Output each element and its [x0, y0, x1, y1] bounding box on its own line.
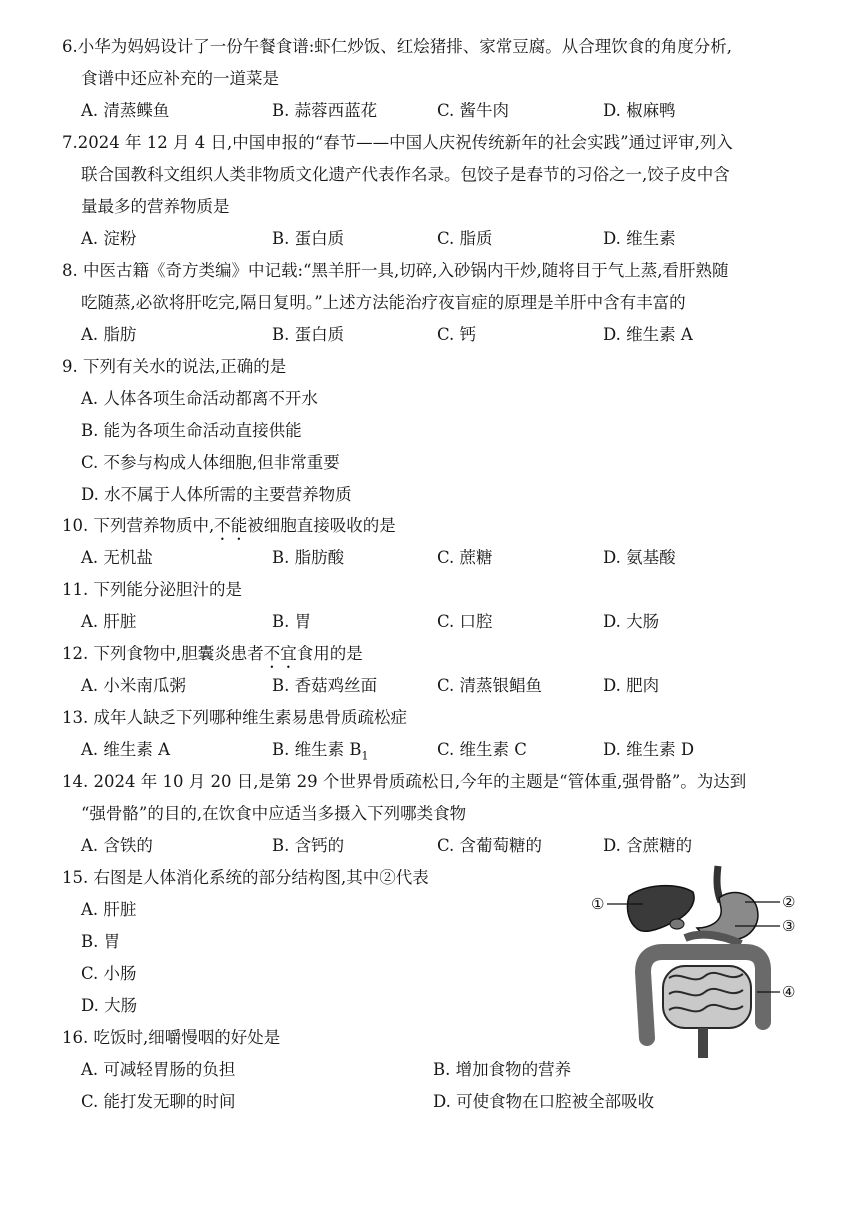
option-c[interactable]: C. 小肠 — [81, 964, 137, 983]
option-c[interactable]: C. 清蒸银鲳鱼 — [437, 676, 543, 695]
question-stem: “强骨骼”的目的,在饮食中应适当多摄入下列哪类食物 — [81, 804, 467, 823]
option-c[interactable]: C. 含葡萄糖的 — [437, 836, 543, 855]
question-9 — [62, 351, 812, 511]
emphasis-text: 不宜 — [263, 644, 297, 663]
question-7 — [62, 127, 812, 255]
option-a[interactable]: A. 脂肪 — [81, 325, 137, 344]
question-stem: 15. 右图是人体消化系统的部分结构图,其中②代表 — [62, 868, 429, 887]
option-a[interactable]: A. 小米南瓜粥 — [81, 676, 186, 695]
figure-label-4: ④ — [782, 983, 796, 1001]
question-stem: 14. 2024 年 10 月 20 日,是第 29 个世界骨质疏松日,今年的主题是“管体重,强骨骼”。为达到 — [62, 772, 747, 791]
emphasis-text: 不能 — [214, 516, 248, 535]
option-b[interactable]: B. 蛋白质 — [272, 229, 345, 248]
option-b[interactable]: B. 香菇鸡丝面 — [272, 676, 378, 695]
question-stem: 6.小华为妈妈设计了一份午餐食谱:虾仁炒饭、红烩猪排、家常豆腐。从合理饮食的角度分析, — [62, 37, 733, 56]
question-13 — [62, 702, 812, 766]
question-stem: 11. 下列能分泌胆汁的是 — [62, 580, 242, 599]
question-stem: 10. 下列营养物质中,不能被细胞直接吸收的是 — [62, 516, 396, 535]
option-c[interactable]: C. 蔗糖 — [437, 548, 493, 567]
question-stem: 16. 吃饭时,细嚼慢咽的好处是 — [62, 1028, 281, 1047]
question-stem: 联合国教科文组织人类非物质文化遗产代表作名录。包饺子是春节的习俗之一,饺子皮中含 — [81, 165, 730, 184]
question-stem: 12. 下列食物中,胆囊炎患者不宜食用的是 — [62, 644, 363, 663]
option-d[interactable]: D. 可使食物在口腔被全部吸收 — [433, 1092, 655, 1111]
option-a[interactable]: A. 维生素 A — [81, 740, 171, 759]
option-a[interactable]: A. 淀粉 — [81, 229, 137, 248]
question-stem: 8. 中医古籍《奇方类编》中记载:“黑羊肝一具,切碎,入砂锅内干炒,随将目于气上蒸,看肝熟随 — [62, 261, 729, 280]
option-d[interactable]: D. 含蔗糖的 — [603, 836, 693, 855]
option-a[interactable]: A. 肝脏 — [81, 612, 137, 631]
option-a[interactable]: A. 肝脏 — [81, 900, 137, 919]
question-10 — [62, 510, 812, 574]
question-6 — [62, 31, 812, 127]
option-a[interactable]: A. 含铁的 — [81, 836, 153, 855]
option-d[interactable]: D. 大肠 — [603, 612, 660, 631]
question-stem: 吃随蒸,必欲将肝吃完,隔日复明。”上述方法能治疗夜盲症的原理是羊肝中含有丰富的 — [81, 293, 686, 312]
pancreas-shape — [685, 935, 741, 944]
option-c[interactable]: C. 脂质 — [437, 229, 493, 248]
digestive-system-figure — [585, 862, 825, 1072]
option-c[interactable]: C. 酱牛肉 — [437, 101, 510, 120]
figure-label-2: ② — [782, 893, 796, 911]
question-12 — [62, 638, 812, 702]
option-b[interactable]: B. 维生素 $B_1$ — [272, 740, 369, 763]
option-d[interactable]: D. 维生素 — [603, 229, 676, 248]
option-b[interactable]: B. 蒜蓉西蓝花 — [272, 101, 378, 120]
option-c[interactable]: C. 口腔 — [437, 612, 493, 631]
option-b[interactable]: B. 能为各项生命活动直接供能 — [81, 421, 302, 440]
subscript: 1 — [361, 749, 369, 763]
option-a[interactable]: A. 人体各项生命活动都离不开水 — [81, 389, 318, 408]
option-d[interactable]: D. 维生素 A — [603, 325, 693, 344]
gallbladder-shape — [670, 919, 684, 929]
option-b[interactable]: B. 增加食物的营养 — [433, 1060, 572, 1079]
option-b[interactable]: B. 含钙的 — [272, 836, 345, 855]
option-d[interactable]: D. 水不属于人体所需的主要营养物质 — [81, 485, 352, 504]
question-stem: 食谱中还应补充的一道菜是 — [81, 69, 279, 88]
option-b[interactable]: B. 胃 — [81, 932, 121, 951]
option-b[interactable]: B. 胃 — [272, 612, 312, 631]
small-intestine-shape — [663, 966, 751, 1028]
question-8 — [62, 255, 812, 351]
option-b[interactable]: B. 脂肪酸 — [272, 548, 345, 567]
figure-label-1: ① — [591, 895, 605, 913]
question-14 — [62, 766, 812, 862]
question-stem: 7.2024 年 12 月 4 日,中国申报的“春节——中国人庆祝传统新年的社会实践”通过评审,列入 — [62, 133, 733, 152]
option-d[interactable]: D. 肥肉 — [603, 676, 660, 695]
option-a[interactable]: A. 无机盐 — [81, 548, 153, 567]
option-d[interactable]: D. 维生素 D — [603, 740, 695, 759]
figure-label-3: ③ — [782, 917, 796, 935]
option-a[interactable]: A. 可减轻胃肠的负担 — [81, 1060, 236, 1079]
option-d[interactable]: D. 氨基酸 — [603, 548, 676, 567]
option-b[interactable]: B. 蛋白质 — [272, 325, 345, 344]
question-stem: 量最多的营养物质是 — [81, 197, 230, 216]
option-c[interactable]: C. 维生素 C — [437, 740, 527, 759]
option-d[interactable]: D. 椒麻鸭 — [603, 101, 676, 120]
question-stem: 13. 成年人缺乏下列哪种维生素易患骨质疏松症 — [62, 708, 407, 727]
option-c[interactable]: C. 不参与构成人体细胞,但非常重要 — [81, 453, 340, 472]
question-11 — [62, 574, 812, 638]
option-c[interactable]: C. 能打发无聊的时间 — [81, 1092, 236, 1111]
option-a[interactable]: A. 清蒸鲽鱼 — [81, 101, 170, 120]
option-c[interactable]: C. 钙 — [437, 325, 477, 344]
option-d[interactable]: D. 大肠 — [81, 996, 138, 1015]
question-stem: 9. 下列有关水的说法,正确的是 — [62, 357, 287, 376]
